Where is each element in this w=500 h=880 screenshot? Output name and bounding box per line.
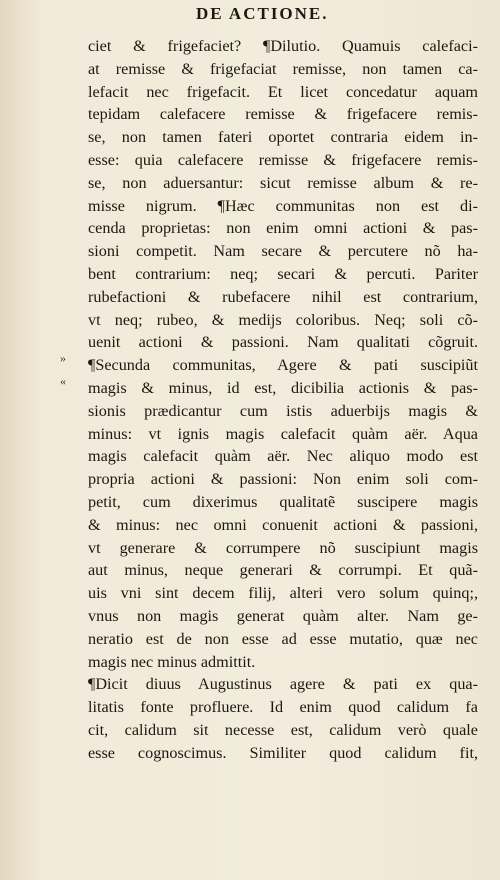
text-line: vt generare & corrumpere nõ suscipiunt magis xyxy=(88,538,478,557)
text-line: magis calefacit quàm aër. Nec aliquo modo est xyxy=(88,447,478,466)
text-line: ¶Secunda communitas, Agere & pati suscipiũt xyxy=(88,356,478,375)
text-line: lefacit nec frigefacit. Et licet concedatur aquam xyxy=(88,82,478,101)
text-line: at remisse & frigefaciat remisse, non tamen ca- xyxy=(88,59,478,78)
text-line: ciet & frigefaciet? ¶Dilutio. Quamuis calefaci- xyxy=(88,37,478,55)
text-line: misse nigrum. ¶Hæc communitas non est di- xyxy=(88,196,478,215)
text-line: litatis fonte profluere. Id enim quod calidum fa xyxy=(88,698,478,717)
text-line: uis vni sint decem filij, alteri vero solum quinq;, xyxy=(88,584,478,603)
text-line: vt neq; rubeo, & medijs coloribus. Neq; soli cõ- xyxy=(88,310,478,329)
text-line: cenda proprietas: non enim omni actioni & pas- xyxy=(88,219,478,238)
running-title: DE ACTIONE. xyxy=(196,4,329,23)
body-text xyxy=(88,35,478,765)
text-line: sionis prædicantur cum istis aduerbijs magis & xyxy=(88,401,478,420)
text-line: magis nec minus admittit. xyxy=(88,652,256,671)
text-line: bent contrarium: neq; secari & percuti. Pariter xyxy=(88,264,478,283)
text-line: neratio est de non esse ad esse mutatio, quæ nec xyxy=(88,629,478,648)
text-line: vnus non magis generat quàm alter. Nam ge- xyxy=(88,606,478,625)
blank-page-area xyxy=(0,730,500,880)
text-line: ¶Dicit diuus Augustinus agere & pati ex qua- xyxy=(88,675,478,694)
text-line: petit, cum dixerimus qualitatẽ suscipere magis xyxy=(88,492,478,511)
text-line: cit, calidum sit necesse est, calidum verò quale xyxy=(88,720,478,739)
text-line: esse cognoscimus. Similiter quod calidum fit, xyxy=(88,743,478,762)
text-line: uenit actioni & passioni. Nam qualitati cõgruit. xyxy=(88,333,478,352)
text-line: magis & minus, id est, dicibilia actionis & pas- xyxy=(88,378,478,397)
text-line: aut minus, neque generari & corrumpi. Et quã- xyxy=(88,561,478,580)
text-line: esse: quia calefacere remisse & frigefacere remis- xyxy=(88,150,478,169)
text-line: se, non aduersantur: sicut remisse album & re- xyxy=(88,173,478,192)
text-line: tepidam calefacere remisse & frigefacere remis- xyxy=(88,105,478,124)
text-line: minus: vt ignis magis calefacit quàm aër. Aqua xyxy=(88,424,478,443)
text-line: sioni competit. Nam secare & percutere nõ ha- xyxy=(88,242,478,261)
text-line: rubefactioni & rubefacere nihil est contrarium, xyxy=(88,287,478,306)
margin-mark-open: » xyxy=(60,351,66,365)
text-line: propria actioni & passioni: Non enim soli com- xyxy=(88,470,478,489)
text-line: se, non tamen fateri oportet contraria eidem in- xyxy=(88,128,478,147)
margin-mark-close: « xyxy=(60,374,66,388)
text-line: & minus: nec omni conuenit actioni & passioni, xyxy=(88,515,478,534)
